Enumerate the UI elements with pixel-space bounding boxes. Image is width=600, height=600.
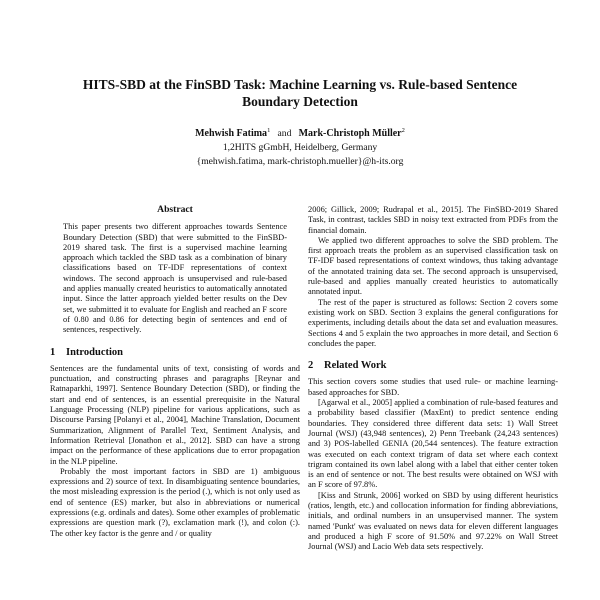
author-1: Mehwish Fatima <box>195 128 268 140</box>
paper-title <box>60 76 540 110</box>
author-2: Mark-Christoph Müller <box>298 128 402 140</box>
intro-paragraph-continued: 2006; Gillick, 2009; Rudrapal et al., 2015]. The FinSBD-2019 Shared Task, in contrast, tackles SBD in noisy text extracted from PDFs from the financial domain. <box>308 205 558 235</box>
intro-paragraph-4: The rest of the paper is structured as follows: Section 2 covers some existing work on SBD. Section 3 explains the general configurations for experiments, including details about the data set and evaluation measures. Sections 4 and 5 explain the two approaches in more detail, and Section 6 concludes the paper. <box>308 297 558 348</box>
intro-paragraph-3: We applied two different approaches to solve the SBD problem. The first approach treats the problem as an supervised classification task on TF-IDF based representations of context windows, thus taking advantage of the annotated training data set. The second approach is unsupervised, rule-based and applies manually created heuristics to automatically annotated input. <box>308 235 558 297</box>
left-column <box>50 205 300 600</box>
section-1-title: Introduction <box>66 346 123 358</box>
related-paragraph-3: [Kiss and Strunk, 2006] worked on SBD by using different heuristics (ratios, length, etc.) and collocation information for finding abbreviations, initials, and ordinal numbers in an unsupervised manner. The system named 'Punkt' was evaluated on news data for eleven different languages and produced a high F score of 91.50% and 97.22% on Wall Street Journal (WSJ) and Lacio Web data sets respectively. <box>308 490 558 552</box>
author-emails: {mehwish.fatima, mark-christoph.mueller}@h-its.org <box>196 156 404 168</box>
abstract-heading: Abstract <box>157 205 193 215</box>
related-paragraph-2: [Agarwal et al., 2005] applied a combination of rule-based features and a probability based classifier (MaxEnt) to predict sentence ending boundaries. They considered three different data sets: 1) Wall Street Journal (WSJ) (43,948 sentences), 2) Penn Treebank (24,243 sentences) and 3) POS-labelled GENIA (20,544 sentences). The feature extraction was executed on each context trigram of data set where each context trigram contained its own label along with a label that either center token is an end of sentence or not. The best results were obtained on WSJ with an F score of 97.8%. <box>308 398 558 490</box>
related-paragraph-1: This section covers some studies that used rule- or machine learning-based approaches for SBD. <box>308 377 558 397</box>
intro-paragraph-2: Probably the most important factors in SBD are 1) ambiguous expressions and 2) source of text. In disambiguating sentence boundaries, the most misleading expression is the period (.), which is not only used as end of sentence (ES) marker, but also in abbreviations or numerical expressions (e.g. ordinals and dates). Some other examples of problematic expressions are question mark (?), exclamation mark (!), and colon (:). The other key factor is the genre and / or quality <box>50 466 300 538</box>
affiliation: 1,2HITS gGmbH, Heidelberg, Germany <box>222 142 378 154</box>
title-line-2: Boundary Detection <box>242 94 358 109</box>
abstract-text: This paper presents two different approaches towards Sentence Boundary Detection (SBD) that were submitted to the FinSBD-2019 shared task. The first is a supervised machine learning approach which tackled the SBD task as a combination of binary classifications based on TF-IDF representations of context windows. The second approach is unsupervised and rule-based and applies manually created heuristics to automatically annotated input. Since the latter approach yielded better results on the Dev set, we submitted it to evaluate for English and reached an F score of 0.80 and 0.86 for detecting begin of sentences and end of sentences, respectively. <box>63 222 287 335</box>
right-column <box>308 205 558 600</box>
section-1-heading <box>50 348 300 358</box>
author-1-sup: 1 <box>267 127 271 134</box>
author-block <box>60 124 540 169</box>
section-2-heading <box>308 361 558 371</box>
section-2-number: 2 <box>308 360 314 372</box>
author-and: and <box>277 128 292 140</box>
intro-paragraph-1: Sentences are the fundamental units of text, consisting of words and punctuation, and constructing phrases and paragraphs [Reynar and Ratnaparkhi, 1997]. Sentence Boundary Detection (SBD), or finding the start and end of sentences, is an essential prerequisite in the Natural Language Processing (NLP) pipeline for various applications, such as Discourse Parsing [Polanyi et al., 2004], Machine Translation, Document Summarization, Alignment of Parallel Text, Sentiment Analysis, and Information Retrieval [Jonathon et al., 2012]. SBD can have a strong impact on the performance of these applications due to error propagation in the NLP pipeline. <box>50 363 300 466</box>
section-2-title: Related Work <box>324 360 387 372</box>
title-line-1: HITS-SBD at the FinSBD Task: Machine Learning vs. Rule-based Sentence <box>82 77 518 92</box>
section-1-number: 1 <box>50 346 56 358</box>
author-2-sup: 2 <box>401 127 405 134</box>
author-line <box>60 124 540 141</box>
